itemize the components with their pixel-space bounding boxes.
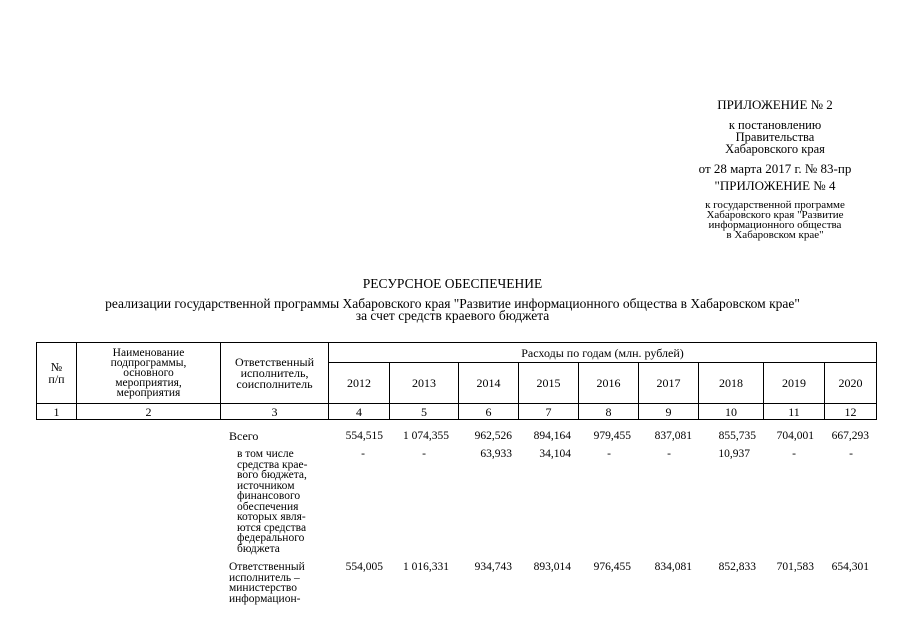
- header-year: 2020: [825, 363, 877, 404]
- header-name-line: подпрограммы,: [110, 357, 187, 369]
- appendix-line: Хабаровского края: [725, 142, 825, 156]
- column-index: 6: [459, 404, 519, 420]
- row-label-line: информацион-: [229, 592, 301, 605]
- row-label-line: обеспечения: [237, 500, 299, 513]
- column-index: 3: [221, 404, 329, 420]
- value-cell: 894,164: [533, 430, 571, 442]
- header-num-line: №: [50, 360, 63, 374]
- value-cell: 893,014: [533, 561, 571, 573]
- row-label-line: в том числе: [237, 448, 294, 460]
- header-year: 2013: [390, 363, 459, 404]
- appendix-small-line: Хабаровского края "Развитие: [706, 209, 844, 221]
- row-label-executor: [229, 562, 305, 604]
- column-index: 11: [764, 404, 825, 420]
- value-cell: 34,104: [539, 448, 571, 460]
- value-cell: 979,455: [593, 430, 631, 442]
- appendix-small-line: в Хабаровском крае": [726, 229, 824, 241]
- value-cell: 654,301: [831, 561, 869, 573]
- row-label-line: вого бюджета,: [237, 469, 307, 481]
- value-cell: 704,001: [776, 430, 814, 442]
- value-cell: -: [792, 448, 796, 460]
- column-index: 12: [825, 404, 877, 420]
- header-year: 2014: [459, 363, 519, 404]
- row-label-line: министерство: [229, 582, 297, 594]
- column-index: 5: [390, 404, 459, 420]
- value-cell: 855,735: [718, 430, 756, 442]
- column-index: 7: [519, 404, 579, 420]
- column-index: 10: [699, 404, 764, 420]
- row-label-line: ются средства: [237, 521, 307, 534]
- header-executor-line: соисполнитель: [236, 376, 313, 391]
- resource-table: [36, 342, 877, 420]
- value-cell: 852,833: [718, 561, 756, 573]
- value-cell: 837,081: [654, 430, 692, 442]
- appendix-small-line: информационного общества: [708, 219, 842, 231]
- value-cell: 934,743: [474, 561, 512, 573]
- header-year: 2012: [329, 363, 390, 404]
- value-cell: -: [849, 448, 853, 460]
- header-expenses: Расходы по годам (млн. рублей): [329, 343, 877, 363]
- appendix-line: Правительства: [735, 130, 815, 144]
- heading-line: реализации государственной программы Хабаровского края "Развитие информационного общества в Хабаровском крае": [105, 296, 800, 311]
- row-label-line: исполнитель –: [229, 571, 300, 584]
- header-name-line: мероприятия: [116, 387, 181, 399]
- row-label-line: бюджета: [237, 542, 280, 555]
- row-label-including: [237, 449, 307, 554]
- value-cell: 63,933: [480, 448, 512, 460]
- value-cell: -: [667, 448, 671, 460]
- value-cell: 962,526: [474, 430, 512, 442]
- value-cell: -: [422, 448, 426, 460]
- appendix-line: к постановлению: [728, 118, 822, 132]
- row-label-line: финансового: [237, 490, 301, 502]
- header-year: 2016: [579, 363, 639, 404]
- header-num-line: п/п: [48, 372, 65, 386]
- row-label-line: средства крае-: [237, 458, 308, 471]
- heading-title: РЕСУРСНОЕ ОБЕСПЕЧЕНИЕ: [362, 276, 543, 291]
- row-label-line: источником: [237, 479, 295, 492]
- value-cell: -: [607, 448, 611, 460]
- header-year: 2015: [519, 363, 579, 404]
- header-executor: [221, 343, 329, 404]
- header-num: [37, 343, 77, 404]
- column-index: 9: [639, 404, 699, 420]
- header-name-line: Наименование: [112, 347, 185, 359]
- header-year: 2018: [699, 363, 764, 404]
- header-name: [77, 343, 221, 404]
- column-index: 2: [77, 404, 221, 420]
- value-cell: 554,515: [345, 430, 383, 442]
- heading-line: за счет средств краевого бюджета: [355, 308, 550, 323]
- value-cell: 667,293: [831, 430, 869, 442]
- appendix-title: ПРИЛОЖЕНИЕ № 2: [717, 97, 833, 112]
- header-name-line: мероприятия,: [115, 377, 182, 389]
- row-label-line: федерального: [237, 532, 305, 544]
- appendix-title-2: "ПРИЛОЖЕНИЕ № 4: [714, 178, 836, 193]
- value-cell: 834,081: [654, 561, 692, 573]
- value-cell: 1 016,331: [403, 561, 449, 573]
- value-cell: 701,583: [776, 561, 814, 573]
- header-executor-line: Ответственный: [234, 354, 315, 369]
- row-label-line: которых явля-: [237, 511, 306, 523]
- value-cell: 10,937: [718, 448, 750, 460]
- row-label-line: Ответственный: [229, 561, 305, 573]
- column-index: 1: [37, 404, 77, 420]
- row-label-total: Всего: [229, 429, 259, 443]
- header-executor-line: исполнитель,: [240, 365, 309, 380]
- header-year: 2019: [764, 363, 825, 404]
- header-name-line: основного: [123, 367, 174, 379]
- value-cell: 554,005: [345, 561, 383, 573]
- column-index: 8: [579, 404, 639, 420]
- value-cell: 1 074,355: [403, 430, 449, 442]
- header-year: 2017: [639, 363, 699, 404]
- column-index: 4: [329, 404, 390, 420]
- value-cell: -: [361, 448, 365, 460]
- value-cell: 976,455: [593, 561, 631, 573]
- appendix-date: от 28 марта 2017 г. № 83-пр: [698, 161, 852, 176]
- appendix-small-line: к государственной программе: [705, 199, 845, 211]
